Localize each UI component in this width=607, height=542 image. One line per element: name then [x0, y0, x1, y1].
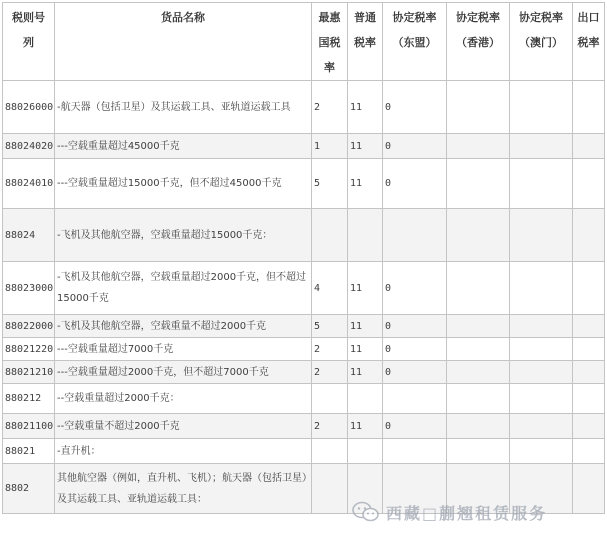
table-row [3, 159, 605, 209]
cell-code: 88021210 [3, 361, 55, 384]
cell-name: -直升机： [55, 439, 312, 464]
cell-macau [510, 315, 573, 338]
table-row [3, 384, 605, 414]
cell-name: --空载重量不超过2000千克 [55, 414, 312, 439]
cell-asean: 0 [383, 315, 447, 338]
cell-hk [447, 338, 510, 361]
cell-export [573, 134, 605, 159]
cell-general [348, 209, 383, 262]
cell-code: 88022000 [3, 315, 55, 338]
cell-mfn: 4 [312, 262, 348, 315]
cell-asean: 0 [383, 262, 447, 315]
cell-general: 11 [348, 361, 383, 384]
cell-hk [447, 209, 510, 262]
cell-name: ---空载重量超过7000千克 [55, 338, 312, 361]
cell-macau [510, 338, 573, 361]
header-name: 货品名称 [55, 3, 312, 81]
cell-mfn: 2 [312, 361, 348, 384]
watermark-text: 西藏□蒯翘租赁服务 [386, 503, 548, 523]
cell-general [348, 384, 383, 414]
cell-hk [447, 159, 510, 209]
cell-macau [510, 209, 573, 262]
cell-code: 880212 [3, 384, 55, 414]
cell-macau [510, 81, 573, 134]
cell-name: --空载重量超过2000千克： [55, 384, 312, 414]
cell-hk [447, 384, 510, 414]
cell-code: 88024020 [3, 134, 55, 159]
cell-export [573, 315, 605, 338]
cell-export [573, 262, 605, 315]
cell-asean [383, 439, 447, 464]
cell-macau [510, 159, 573, 209]
cell-asean: 0 [383, 159, 447, 209]
wechat-logo-icon [352, 501, 380, 523]
cell-asean [383, 384, 447, 414]
cell-export [573, 338, 605, 361]
cell-export [573, 384, 605, 414]
cell-export [573, 209, 605, 262]
cell-macau [510, 134, 573, 159]
cell-macau [510, 262, 573, 315]
header-general: 普通 税率 [348, 3, 383, 81]
cell-export [573, 159, 605, 209]
cell-general: 11 [348, 159, 383, 209]
table-row [3, 134, 605, 159]
cell-asean: 0 [383, 338, 447, 361]
cell-code: 88024 [3, 209, 55, 262]
header-macau: 协定税率 （澳门） [510, 3, 573, 81]
table-row [3, 414, 605, 439]
cell-mfn: 5 [312, 315, 348, 338]
cell-export [573, 464, 605, 514]
cell-asean: 0 [383, 134, 447, 159]
cell-general: 11 [348, 414, 383, 439]
cell-code: 88023000 [3, 262, 55, 315]
cell-asean: 0 [383, 414, 447, 439]
table-row [3, 361, 605, 384]
cell-hk [447, 81, 510, 134]
cell-code: 88021 [3, 439, 55, 464]
cell-macau [510, 414, 573, 439]
cell-hk [447, 134, 510, 159]
cell-macau [510, 439, 573, 464]
cell-macau [510, 384, 573, 414]
cell-code: 88021220 [3, 338, 55, 361]
cell-general: 11 [348, 315, 383, 338]
cell-name: -飞机及其他航空器，空载重量不超过2000千克 [55, 315, 312, 338]
tariff-table [2, 2, 605, 514]
cell-code: 8802 [3, 464, 55, 514]
cell-name: ---空载重量超过45000千克 [55, 134, 312, 159]
cell-hk [447, 315, 510, 338]
cell-hk [447, 361, 510, 384]
cell-general: 11 [348, 134, 383, 159]
cell-mfn [312, 209, 348, 262]
header-asean: 协定税率 （东盟） [383, 3, 447, 81]
cell-export [573, 361, 605, 384]
header-hk: 协定税率 （香港） [447, 3, 510, 81]
cell-macau [510, 361, 573, 384]
header-code: 税则号 列 [3, 3, 55, 81]
table-row [3, 338, 605, 361]
cell-export [573, 439, 605, 464]
cell-name: ---空载重量超过2000千克，但不超过7000千克 [55, 361, 312, 384]
cell-hk [447, 439, 510, 464]
cell-general: 11 [348, 338, 383, 361]
cell-general: 11 [348, 262, 383, 315]
cell-mfn: 5 [312, 159, 348, 209]
cell-export [573, 81, 605, 134]
cell-asean: 0 [383, 361, 447, 384]
cell-hk [447, 262, 510, 315]
cell-code: 88026000 [3, 81, 55, 134]
cell-mfn [312, 384, 348, 414]
table-row [3, 209, 605, 262]
table-row [3, 81, 605, 134]
cell-name: 其他航空器（例如，直升机、飞机）；航天器（包括卫星）及其运载工具、亚轨道运载工具： [55, 464, 312, 514]
cell-name: ---空载重量超过15000千克，但不超过45000千克 [55, 159, 312, 209]
header-export: 出口 税率 [573, 3, 605, 81]
cell-mfn [312, 439, 348, 464]
cell-asean [383, 209, 447, 262]
header-row [3, 3, 605, 81]
cell-general [348, 439, 383, 464]
cell-general: 11 [348, 81, 383, 134]
table-row [3, 315, 605, 338]
cell-mfn: 2 [312, 414, 348, 439]
watermark [352, 497, 547, 527]
cell-code: 88021100 [3, 414, 55, 439]
cell-mfn: 2 [312, 81, 348, 134]
table-row [3, 439, 605, 464]
cell-mfn [312, 464, 348, 514]
cell-code: 88024010 [3, 159, 55, 209]
table-row [3, 262, 605, 315]
cell-name: -航天器（包括卫星）及其运载工具、亚轨道运载工具 [55, 81, 312, 134]
cell-name: -飞机及其他航空器，空载重量超过2000千克，但不超过15000千克 [55, 262, 312, 315]
cell-export [573, 414, 605, 439]
cell-hk [447, 414, 510, 439]
cell-name: -飞机及其他航空器，空载重量超过15000千克： [55, 209, 312, 262]
header-mfn: 最惠 国税 率 [312, 3, 348, 81]
cell-mfn: 1 [312, 134, 348, 159]
cell-mfn: 2 [312, 338, 348, 361]
cell-asean: 0 [383, 81, 447, 134]
